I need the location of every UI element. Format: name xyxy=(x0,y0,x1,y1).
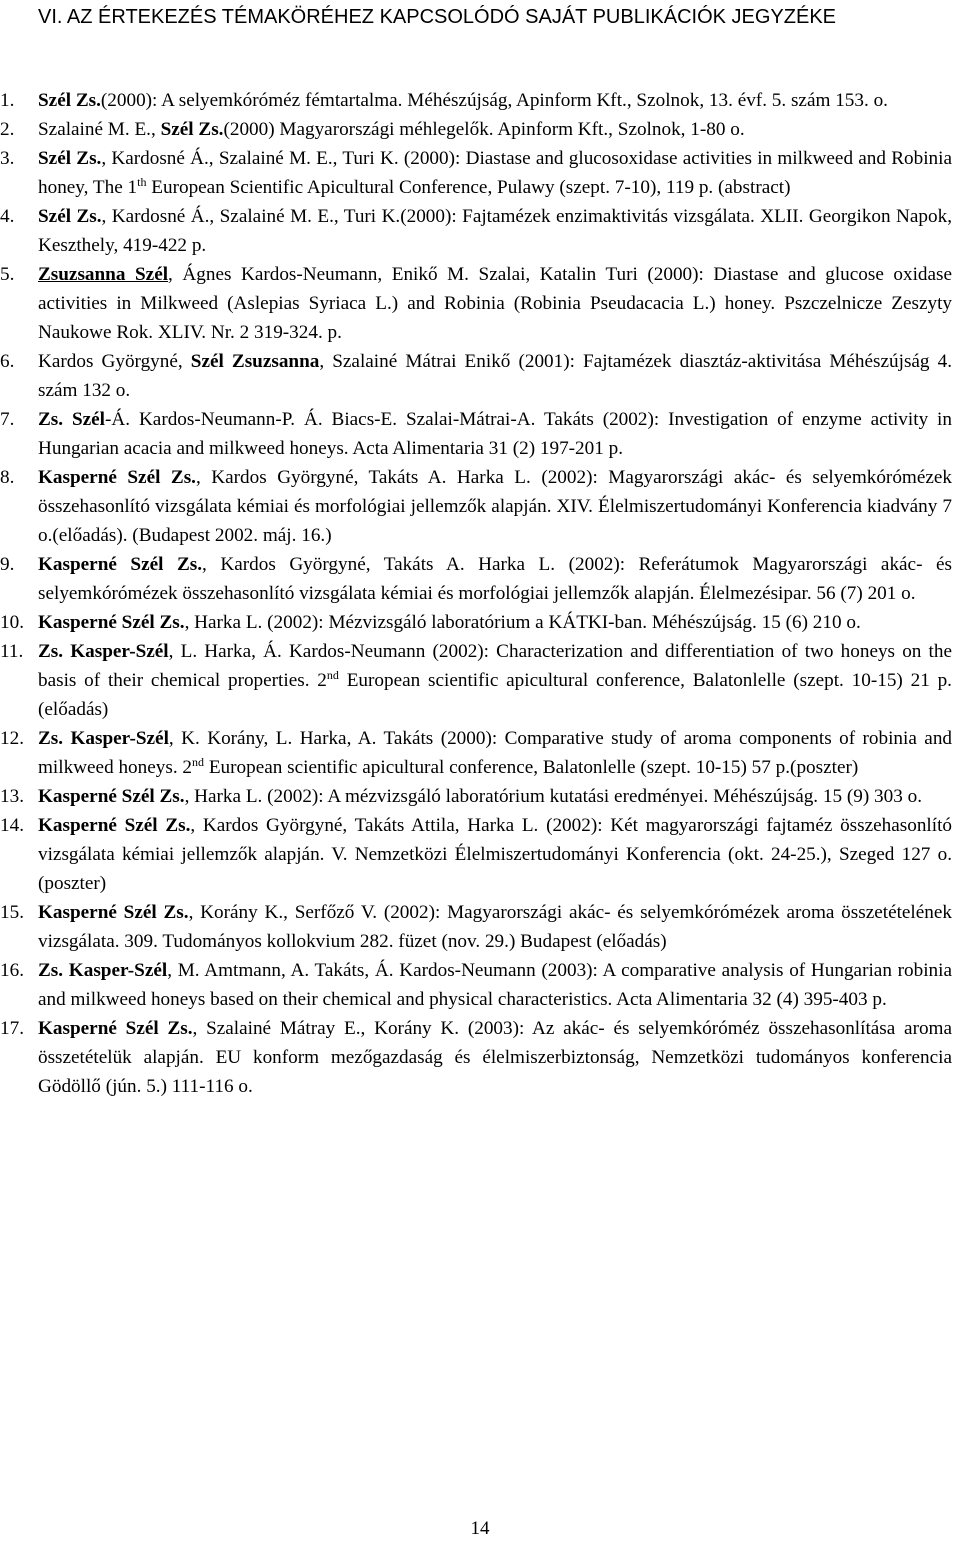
publication-number: 10. xyxy=(0,612,24,633)
publication-item xyxy=(0,144,960,202)
publication-item xyxy=(0,347,960,405)
publication-list xyxy=(0,86,960,1101)
citation-text: , Korány K., Serfőző V. (2002): Magyarországi akác- és selyemkórómézek aroma összetételének vizsgálata. 309. Tudományos kollokvium 282. füzet (nov. 29.) Budapest (előadás) xyxy=(38,902,952,952)
citation-text: , L. Harka, Á. Kardos-Neumann (2002): Characterization and differentiation of two honeys on the basis of their chemical properties. 2 xyxy=(38,641,952,691)
citation-text: , Kardos Györgyné, Takáts Attila, Harka L. (2002): Két magyarországi fajtaméz összehasonlító vizsgálata kémiai jellemzők alapján. V. Nemzetközi Élelmiszertudományi Konferencia (okt. 24-25.), Szeged 127 o. (poszter) xyxy=(38,815,952,894)
citation-text: European scientific apicultural conference, Balatonlelle (szept. 10-15) 21 p.(előadás) xyxy=(38,670,952,720)
publication-item xyxy=(0,724,960,782)
publication-number: 8. xyxy=(0,467,15,488)
citation-text: , K. Korány, L. Harka, A. Takáts (2000): Comparative study of aroma components of robinia and milkweed honeys. 2 xyxy=(38,728,953,778)
publication-item xyxy=(0,550,960,608)
publication-number: 11. xyxy=(0,641,24,662)
publication-number: 4. xyxy=(0,206,15,227)
author-highlight: Zs. Szél xyxy=(38,409,105,430)
publication-number: 12. xyxy=(0,728,24,749)
citation-text: European scientific apicultural conference, Balatonlelle (szept. 10-15) 57 p.(poszter) xyxy=(204,757,859,778)
publication-number: 1. xyxy=(0,90,15,111)
publication-item xyxy=(0,86,960,115)
citation-text: European Scientific Apicultural Conference, Pulawy (szept. 7-10), 119 p. (abstract) xyxy=(146,177,791,198)
citation-text: , Harka L. (2002): A mézvizsgáló laboratórium kutatási eredményei. Méhészújság. 15 (9) 303 o. xyxy=(184,786,923,807)
author-highlight: Szél Zs. xyxy=(38,206,102,227)
publication-item xyxy=(0,608,960,637)
citation-text: , Szalainé Mátray E., Korány K. (2003): Az akác- és selyemkóróméz összehasonlítása aroma összetételük alapján. EU konform mezőgazdaság és élelmiszerbiztonság, Nemzetközi tudományos konferencia Gödöllő (jún. 5.) 111-116 o. xyxy=(38,1018,952,1097)
publication-number: 3. xyxy=(0,148,15,169)
author-highlight: Szél Zs. xyxy=(38,148,102,169)
publication-number: 15. xyxy=(0,902,24,923)
publication-item xyxy=(0,898,960,956)
publication-item xyxy=(0,811,960,898)
citation-text: , Kardos Györgyné, Takáts A. Harka L. (2002): Magyarországi akác- és selyemkórómézek összehasonlító vizsgálata kémiai és morfológiai jellemzők alapján. XIV. Élelmiszertudományi Konferencia kiadvány 7 o.(előadás). (Budapest 2002. máj. 16.) xyxy=(38,467,952,546)
author-highlight: Szél Zs. xyxy=(160,119,224,140)
publication-number: 6. xyxy=(0,351,15,372)
publication-number: 9. xyxy=(0,554,15,575)
author-highlight: Kasperné Szél Zs. xyxy=(38,902,189,923)
author-highlight: Szél Zs. xyxy=(38,90,101,111)
ordinal-suffix: th xyxy=(137,175,147,189)
citation-text: (2000): A selyemkóróméz fémtartalma. Méhészújság, Apinform Kft., Szolnok, 13. évf. 5. szám 153. o. xyxy=(100,90,888,111)
citation-text: , Kardos Györgyné, Takáts A. Harka L. (2002): Referátumok Magyarországi akác- és selyemkórómézek összehasonlító vizsgálata kémiai és morfológiai jellemzők alapján. Élelmezésipar. 56 (7) 201 o. xyxy=(38,554,952,604)
author-highlight: Kasperné Szél Zs. xyxy=(38,467,196,488)
publication-item xyxy=(0,202,960,260)
publication-item xyxy=(0,260,960,347)
publication-item xyxy=(0,115,960,144)
citation-text: , Kardosné Á., Szalainé M. E., Turi K. (2000): Diastase and glucosoxidase activities in milkweed and Robinia honey, The 1 xyxy=(38,148,952,198)
publication-number: 14. xyxy=(0,815,24,836)
citation-text: -Á. Kardos-Neumann-P. Á. Biacs-E. Szalai-Mátrai-A. Takáts (2002): Investigation of enzyme activity in Hungarian acacia and milkweed honeys. Acta Alimentaria 31 (2) 197-201 p. xyxy=(38,409,952,459)
publication-item xyxy=(0,463,960,550)
publication-item xyxy=(0,405,960,463)
publication-item xyxy=(0,1014,960,1101)
publication-number: 7. xyxy=(0,409,15,430)
author-highlight: Kasperné Szél Zs. xyxy=(38,786,185,807)
citation-text: , Harka L. (2002): Mézvizsgáló laboratórium a KÁTKI-ban. Méhészújság. 15 (6) 210 o. xyxy=(184,612,861,633)
publication-number: 2. xyxy=(0,119,15,140)
citation-text: , Kardosné Á., Szalainé M. E., Turi K.(2000): Fajtamézek enzimaktivitás vizsgálata. XLII. Georgikon Napok, Keszthely, 419-422 p. xyxy=(38,206,952,256)
ordinal-suffix: nd xyxy=(326,668,339,682)
page-number: 14 xyxy=(470,1518,490,1539)
citation-text: , Szalainé Mátrai Enikő (2001): Fajtamézek diasztáz-aktivitása Méhészújság 4. szám 132 o. xyxy=(38,351,953,401)
publication-item xyxy=(0,956,960,1014)
author-highlight: Zsuzsanna Szél xyxy=(38,264,169,285)
section-heading: VI. AZ ÉRTEKEZÉS TÉMAKÖRÉHEZ KAPCSOLÓDÓ SAJÁT PUBLIKÁCIÓK JEGYZÉKE xyxy=(38,6,836,28)
publication-number: 17. xyxy=(0,1018,24,1039)
publication-item xyxy=(0,782,960,811)
author-highlight: Zs. Kasper-Szél xyxy=(38,641,169,662)
citation-text: Szalainé M. E., xyxy=(38,119,161,140)
citation-text: , M. Amtmann, A. Takáts, Á. Kardos-Neumann (2003): A comparative analysis of Hungarian robinia and milkweed honeys based on their chemical and physical characteristics. Acta Alimentaria 32 (4) 395-403 p. xyxy=(38,960,952,1010)
publication-number: 16. xyxy=(0,960,24,981)
publication-number: 13. xyxy=(0,786,24,807)
ordinal-suffix: nd xyxy=(192,755,205,769)
author-highlight: Kasperné Szél Zs. xyxy=(38,612,185,633)
author-highlight: Szél Zsuzsanna xyxy=(190,351,320,372)
author-highlight: Kasperné Szél Zs. xyxy=(38,815,191,836)
citation-text: , Ágnes Kardos-Neumann, Enikő M. Szalai, Katalin Turi (2000): Diastase and glucose oxidase activities in Milkweed (Aslepias Syriaca L.) and Robinia (Robinia Pseudacacia L.) honey. Pszczelnicze Zeszyty Naukowe Rok. XLIV. Nr. 2 319-324. p. xyxy=(38,264,953,343)
author-highlight: Kasperné Szél Zs. xyxy=(38,1018,193,1039)
author-highlight: Zs. Kasper-Szél xyxy=(38,728,169,749)
author-highlight: Zs. Kasper-Szél xyxy=(38,960,168,981)
publication-item xyxy=(0,637,960,724)
citation-text: (2000) Magyarországi méhlegelők. Apinform Kft., Szolnok, 1-80 o. xyxy=(223,119,745,140)
citation-text: Kardos Györgyné, xyxy=(38,351,191,372)
publication-number: 5. xyxy=(0,264,15,285)
author-highlight: Kasperné Szél Zs. xyxy=(38,554,203,575)
